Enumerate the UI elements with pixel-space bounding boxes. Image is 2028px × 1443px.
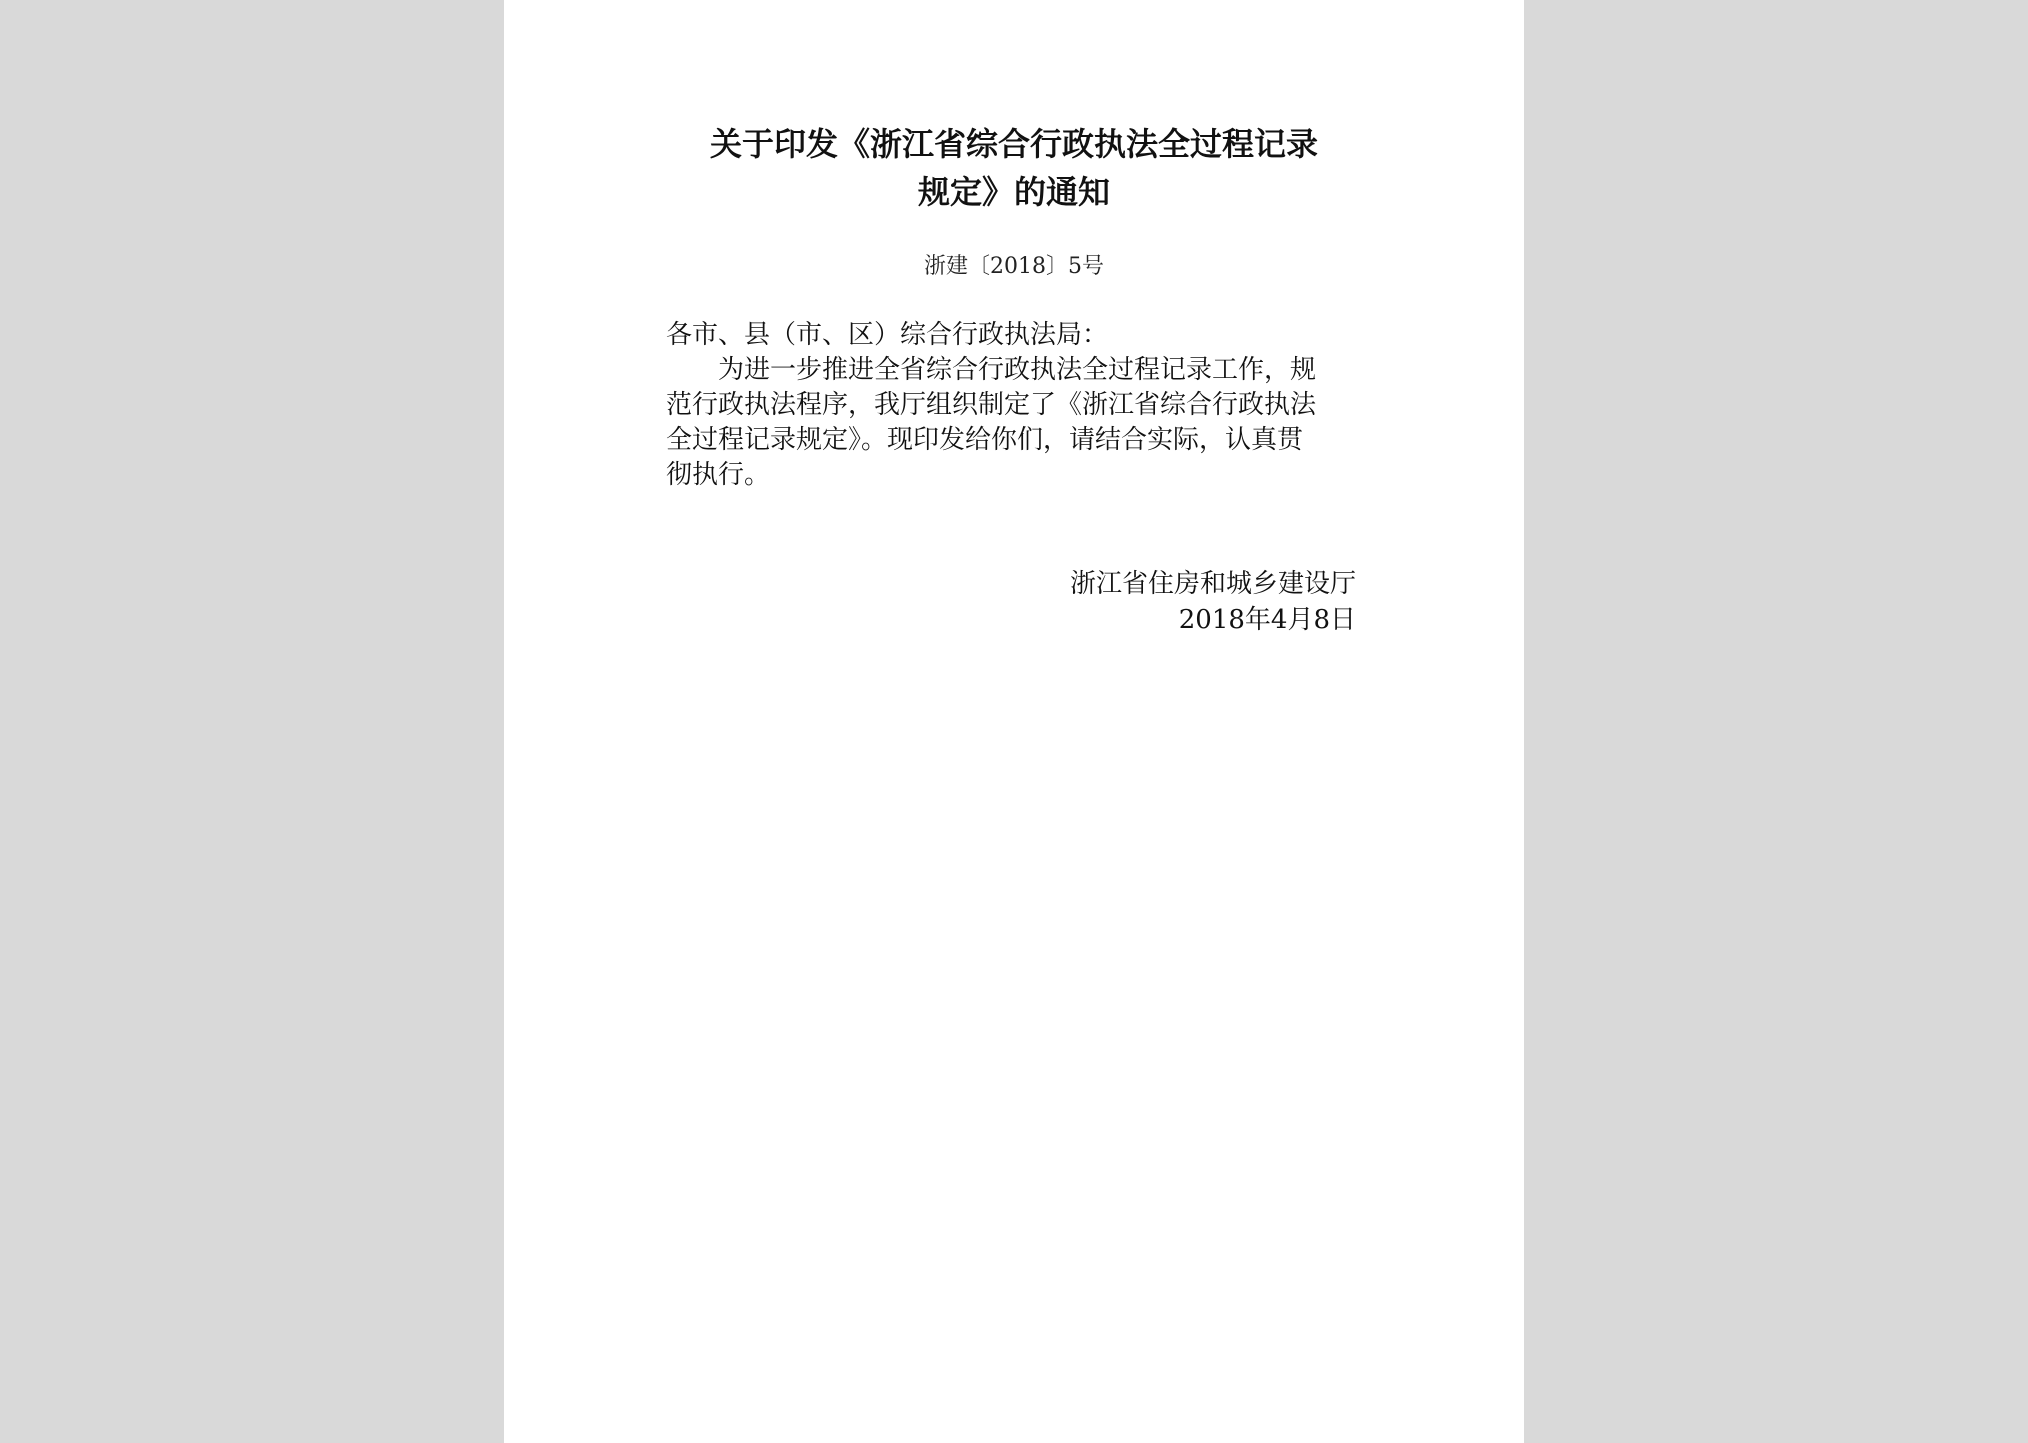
body-line-1: 为进一步推进全省综合行政执法全过程记录工作，规 bbox=[666, 355, 1317, 385]
body-line-4: 彻执行。 bbox=[666, 460, 771, 490]
document-number: 浙建〔2018〕5号 bbox=[924, 254, 1104, 279]
document-page bbox=[504, 0, 1524, 1443]
issuer-name: 浙江省住房和城乡建设厅 bbox=[1069, 569, 1356, 599]
signature-block bbox=[1064, 566, 1356, 638]
body-line-3: 全过程记录规定》。现印发给你们，请结合实际，认真贯 bbox=[666, 425, 1304, 455]
document-body bbox=[666, 318, 1356, 493]
title-line-2: 规定》的通知 bbox=[917, 173, 1110, 211]
body-line-2: 范行政执法程序，我厅组织制定了《浙江省综合行政执法 bbox=[666, 390, 1317, 420]
title-line-1: 关于印发《浙江省综合行政执法全过程记录 bbox=[709, 125, 1318, 163]
document-title bbox=[654, 120, 1374, 216]
issue-date: 2018年4月8日 bbox=[1178, 605, 1356, 635]
salutation: 各市、县（市、区）综合行政执法局： bbox=[666, 320, 1109, 350]
